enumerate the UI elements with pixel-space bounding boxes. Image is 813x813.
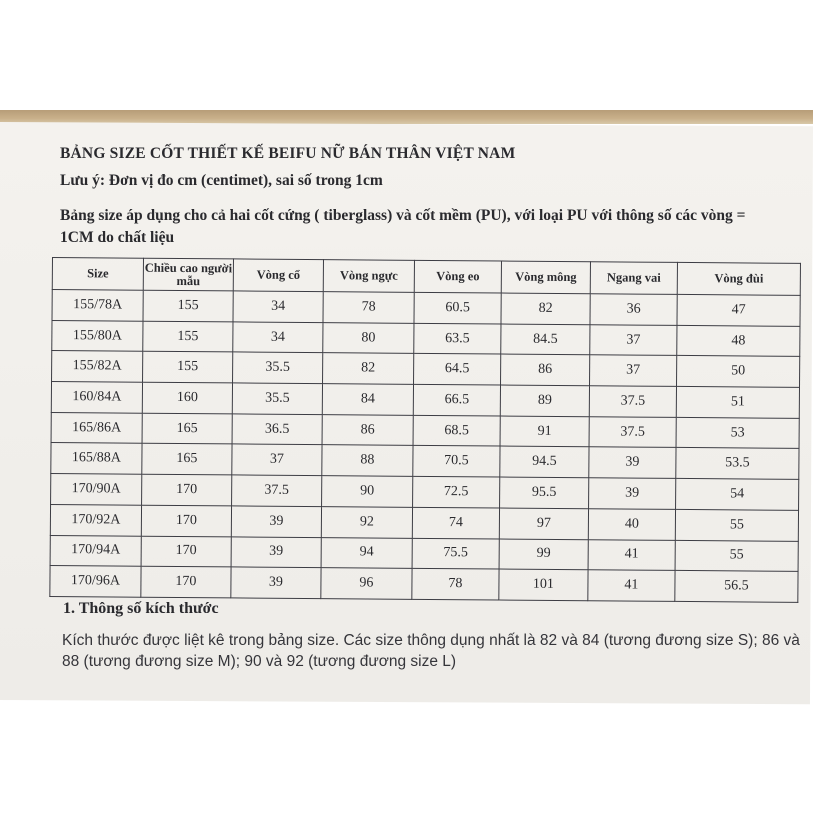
cell-size: 155/82A [52,351,143,382]
cell-thigh: 51 [676,386,799,418]
cell-neck: 39 [231,567,321,598]
cell-model-height: 170 [141,505,231,536]
cell-bust: 96 [321,568,412,599]
header-waist: Vòng eo [414,260,501,293]
cell-shoulder: 39 [589,478,676,509]
cell-size: 170/96A [50,566,141,597]
cell-size: 155/78A [52,290,143,321]
cell-waist: 66.5 [413,384,500,415]
size-table [49,257,801,603]
cell-bust: 94 [321,537,412,568]
cell-size: 155/80A [52,320,143,351]
cell-hip: 95.5 [500,477,589,508]
cell-model-height: 170 [141,536,231,567]
cell-shoulder: 37.5 [589,386,676,417]
cell-bust: 86 [322,414,413,445]
cell-hip: 82 [501,293,590,324]
cell-bust: 92 [321,506,412,537]
cell-model-height: 170 [141,566,231,597]
cell-shoulder: 40 [588,509,675,540]
header-hip: Vòng mông [501,261,590,294]
cell-model-height: 155 [143,321,233,352]
header-size: Size [52,258,143,291]
cell-neck: 35.5 [233,352,323,383]
cell-thigh: 56.5 [675,571,798,603]
cell-shoulder: 37 [590,355,677,386]
unit-note: Lưu ý: Đơn vị đo cm (centimet), sai số trong 1cm [60,172,383,189]
cell-thigh: 53 [676,417,799,449]
cell-shoulder: 36 [590,294,677,325]
cell-shoulder: 37 [590,324,677,355]
cell-bust: 88 [322,445,413,476]
cell-thigh: 47 [677,294,800,326]
cell-thigh: 55 [675,540,798,572]
cell-shoulder: 37.5 [589,416,676,447]
cell-thigh: 53.5 [676,448,799,480]
cell-neck: 35.5 [232,383,322,414]
cell-size: 170/94A [50,535,141,566]
cell-shoulder: 41 [588,539,675,570]
header-neck: Vòng cổ [233,259,323,292]
cell-model-height: 165 [142,413,232,444]
cell-model-height: 155 [143,352,233,383]
cell-neck: 34 [233,291,323,322]
apply-note: Bảng size áp dụng cho cả hai cốt cứng ( tiberglass) và cốt mềm (PU), với loại PU với thông số các vòng = 1CM do chất liệu [60,207,746,246]
cell-bust: 84 [322,384,413,415]
cell-bust: 90 [322,476,413,507]
background [0,700,813,813]
section-heading: 1. Thông số kích thước [63,600,219,617]
document-title: BẢNG SIZE CỐT THIẾT KẾ BEIFU NỮ BÁN THÂN VIỆT NAM [60,145,516,162]
cell-waist: 63.5 [414,323,501,354]
cell-thigh: 50 [677,356,800,388]
cell-shoulder: 39 [589,447,676,478]
cell-neck: 37.5 [232,475,322,506]
cell-model-height: 170 [142,474,232,505]
cell-hip: 86 [501,354,590,385]
cell-hip: 89 [500,385,589,416]
table-row [50,566,798,603]
header-shoulder: Ngang vai [590,262,677,295]
cell-size: 165/88A [51,443,142,474]
cell-model-height: 165 [142,444,232,475]
cell-neck: 37 [232,444,322,475]
cell-size: 165/86A [51,412,142,443]
cell-waist: 64.5 [414,354,501,385]
cell-bust: 82 [323,353,414,384]
cell-size: 170/92A [50,504,141,535]
cell-hip: 91 [500,416,589,447]
cell-hip: 84.5 [501,324,590,355]
cell-thigh: 54 [676,479,799,511]
cell-neck: 36.5 [232,414,322,445]
cell-size: 170/90A [51,474,142,505]
cell-model-height: 155 [143,290,233,321]
cell-neck: 34 [233,322,323,353]
cell-model-height: 160 [142,382,232,413]
cell-bust: 80 [323,322,414,353]
cell-size: 160/84A [51,382,142,413]
section-body: Kích thước được liệt kê trong bảng size. Các size thông dụng nhất là 82 và 84 (tương đương size S); 86 và 88 (tương đương size M); 90 và 92 (tương đương size L) [62,632,800,670]
header-bust: Vòng ngực [323,260,414,293]
cell-hip: 94.5 [500,446,589,477]
cell-waist: 75.5 [412,538,499,569]
cell-thigh: 55 [675,509,798,541]
cell-waist: 78 [412,569,499,600]
cell-waist: 68.5 [413,415,500,446]
cell-bust: 78 [323,292,414,323]
cell-waist: 74 [412,507,499,538]
cell-hip: 101 [499,569,588,600]
cell-neck: 39 [231,536,321,567]
cell-hip: 99 [499,539,588,570]
cell-shoulder: 41 [588,570,675,601]
cell-thigh: 48 [677,325,800,357]
header-model-height: Chiều cao người mẫu [143,258,233,291]
cell-waist: 70.5 [413,446,500,477]
cell-waist: 60.5 [414,292,501,323]
cell-neck: 39 [231,506,321,537]
cell-hip: 97 [499,508,588,539]
header-thigh: Vòng đùi [677,262,800,295]
cell-waist: 72.5 [413,476,500,507]
